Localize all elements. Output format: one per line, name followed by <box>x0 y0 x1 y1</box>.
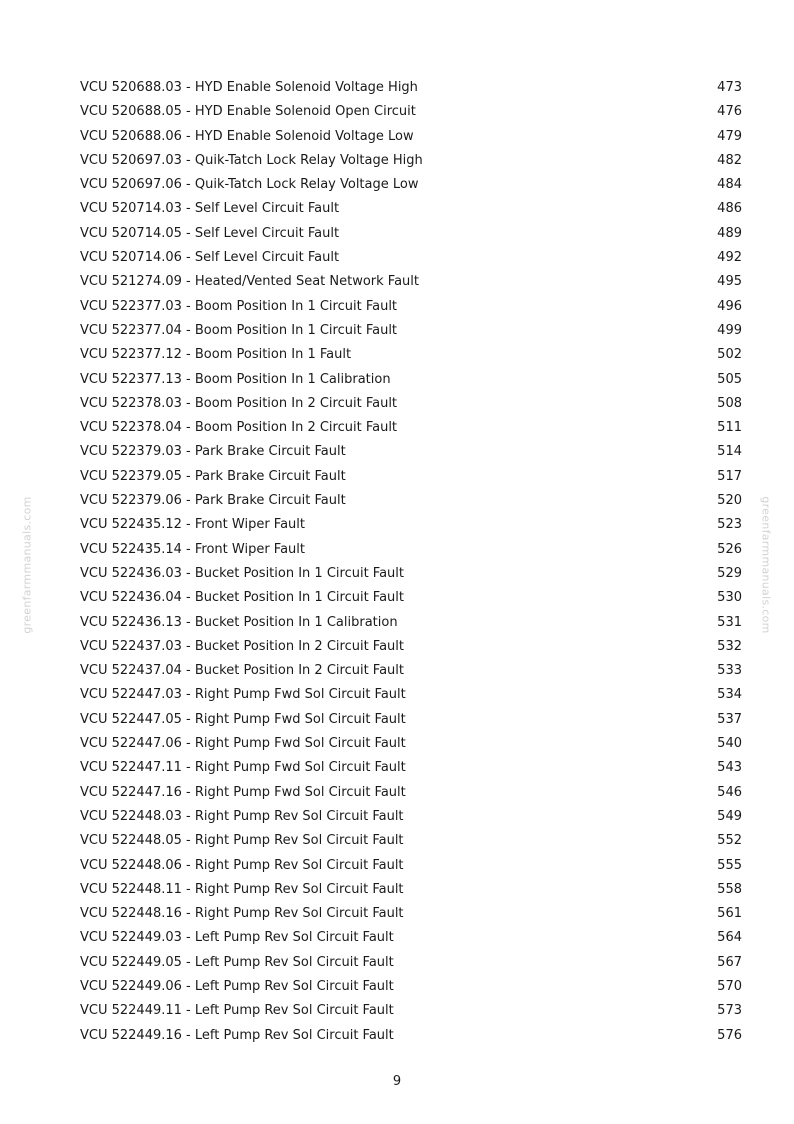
toc-entry[interactable] <box>80 586 742 610</box>
toc-entry-title: VCU 522448.05 - Right Pump Rev Sol Circuit Fault <box>80 833 404 849</box>
toc-entry-page: 484 <box>717 177 742 193</box>
toc-entry-page: 473 <box>717 80 742 95</box>
watermark-left: greenfarmmanuals.com <box>20 496 34 634</box>
toc-entry-title: VCU 522437.04 - Bucket Position In 2 Circuit Fault <box>80 663 405 679</box>
toc-entry-page: 476 <box>717 104 742 120</box>
toc-entry-page: 564 <box>717 930 742 946</box>
toc-entry-page: 496 <box>717 298 742 314</box>
toc-entry-page: 526 <box>717 541 742 557</box>
toc-entry-page: 523 <box>717 517 742 533</box>
toc-entry[interactable] <box>80 76 742 100</box>
toc-entry-title: VCU 522377.12 - Boom Position In 1 Fault <box>80 347 352 363</box>
toc-entry[interactable] <box>80 197 742 221</box>
toc-entry-page: 543 <box>717 760 742 776</box>
watermark-right: greenfarmmanuals.com <box>759 496 773 634</box>
toc-entry[interactable] <box>80 951 742 975</box>
toc-entry-page: 567 <box>717 954 742 970</box>
toc-entry-title: VCU 522377.03 - Boom Position In 1 Circuit Fault <box>80 298 398 314</box>
toc-entry-page: 479 <box>717 128 742 144</box>
toc-entry-page: 555 <box>717 857 742 873</box>
toc-entry-page: 511 <box>717 420 742 436</box>
toc-entry[interactable] <box>80 440 742 464</box>
toc-entry-title: VCU 522377.13 - Boom Position In 1 Calibration <box>80 371 391 387</box>
toc-entry-page: 489 <box>717 225 742 241</box>
toc-entry-title: VCU 522448.11 - Right Pump Rev Sol Circuit Fault <box>80 881 404 897</box>
toc-entry-page: 508 <box>717 395 742 411</box>
toc-entry[interactable] <box>80 270 742 294</box>
toc-entry-title: VCU 520688.03 - HYD Enable Solenoid Voltage High <box>80 80 418 95</box>
toc-entry[interactable] <box>80 465 742 489</box>
toc-entry-page: 520 <box>717 493 742 509</box>
toc-entry-title: VCU 522437.03 - Bucket Position In 2 Circuit Fault <box>80 638 405 654</box>
toc-entry-title: VCU 522447.11 - Right Pump Fwd Sol Circuit Fault <box>80 760 406 776</box>
toc-entry[interactable] <box>80 392 742 416</box>
toc-entry[interactable] <box>80 926 742 950</box>
toc-entry-title: VCU 522379.06 - Park Brake Circuit Fault <box>80 493 346 509</box>
toc-entry-title: VCU 522447.05 - Right Pump Fwd Sol Circuit Fault <box>80 711 406 727</box>
toc-entry[interactable] <box>80 100 742 124</box>
toc-entry[interactable] <box>80 562 742 586</box>
toc-entry-title: VCU 522436.04 - Bucket Position In 1 Circuit Fault <box>80 590 405 606</box>
toc-entry[interactable] <box>80 635 742 659</box>
toc-entry-page: 482 <box>717 152 742 168</box>
toc-entry[interactable] <box>80 999 742 1023</box>
toc-entry[interactable] <box>80 295 742 319</box>
toc-entry-page: 576 <box>717 1027 742 1043</box>
toc-entry[interactable] <box>80 173 742 197</box>
toc-entry-page: 517 <box>717 468 742 484</box>
toc-entry[interactable] <box>80 611 742 635</box>
toc-entry[interactable] <box>80 368 742 392</box>
toc-entry-title: VCU 522449.16 - Left Pump Rev Sol Circuit Fault <box>80 1027 394 1043</box>
toc-entry[interactable] <box>80 125 742 149</box>
toc-entry-page: 514 <box>717 444 742 460</box>
toc-entry[interactable] <box>80 149 742 173</box>
toc-entry-title: VCU 520714.05 - Self Level Circuit Fault <box>80 225 340 241</box>
toc-entry[interactable] <box>80 975 742 999</box>
toc-entry-page: 495 <box>717 274 742 290</box>
toc-entry[interactable] <box>80 683 742 707</box>
toc-entry-page: 492 <box>717 250 742 266</box>
toc-entry-page: 552 <box>717 833 742 849</box>
toc-entry-title: VCU 522449.03 - Left Pump Rev Sol Circuit Fault <box>80 930 394 946</box>
toc-entry[interactable] <box>80 659 742 683</box>
toc-entry-title: VCU 522377.04 - Boom Position In 1 Circuit Fault <box>80 322 398 338</box>
toc-entry-page: 561 <box>717 906 742 922</box>
toc-entry-page: 546 <box>717 784 742 800</box>
toc-entry-title: VCU 522436.13 - Bucket Position In 1 Calibration <box>80 614 398 630</box>
toc-entry[interactable] <box>80 805 742 829</box>
toc-entry-page: 530 <box>717 590 742 606</box>
toc-entry-title: VCU 522448.03 - Right Pump Rev Sol Circuit Fault <box>80 808 404 824</box>
toc-entry-title: VCU 522379.05 - Park Brake Circuit Fault <box>80 468 346 484</box>
toc-entry-page: 531 <box>717 614 742 630</box>
toc-entry-page: 486 <box>717 201 742 217</box>
toc-entry-page: 533 <box>717 663 742 679</box>
toc-entry-title: VCU 522449.11 - Left Pump Rev Sol Circuit Fault <box>80 1003 394 1019</box>
toc-entry[interactable] <box>80 222 742 246</box>
toc-entry[interactable] <box>80 878 742 902</box>
toc-entry-title: VCU 522378.04 - Boom Position In 2 Circuit Fault <box>80 420 398 436</box>
toc-entry-page: 534 <box>717 687 742 703</box>
toc-entry[interactable] <box>80 902 742 926</box>
table-of-contents <box>80 76 742 1048</box>
toc-entry[interactable] <box>80 708 742 732</box>
toc-entry[interactable] <box>80 538 742 562</box>
toc-entry-title: VCU 520688.05 - HYD Enable Solenoid Open Circuit <box>80 104 416 120</box>
toc-entry-page: 540 <box>717 736 742 752</box>
toc-entry-title: VCU 522378.03 - Boom Position In 2 Circuit Fault <box>80 395 398 411</box>
toc-entry[interactable] <box>80 854 742 878</box>
toc-entry[interactable] <box>80 1024 742 1048</box>
toc-entry[interactable] <box>80 829 742 853</box>
toc-entry-title: VCU 520688.06 - HYD Enable Solenoid Voltage Low <box>80 128 414 144</box>
toc-entry-title: VCU 522436.03 - Bucket Position In 1 Circuit Fault <box>80 565 405 581</box>
toc-entry-title: VCU 521274.09 - Heated/Vented Seat Network Fault <box>80 274 419 290</box>
toc-entry-page: 529 <box>717 565 742 581</box>
page-number: 9 <box>392 1074 402 1089</box>
toc-entry[interactable] <box>80 513 742 537</box>
toc-entry-page: 570 <box>717 978 742 994</box>
toc-entry-title: VCU 522379.03 - Park Brake Circuit Fault <box>80 444 346 460</box>
toc-entry[interactable] <box>80 343 742 367</box>
toc-entry-title: VCU 520697.03 - Quik-Tatch Lock Relay Voltage High <box>80 152 423 168</box>
toc-entry-page: 532 <box>717 638 742 654</box>
toc-entry-title: VCU 520697.06 - Quik-Tatch Lock Relay Voltage Low <box>80 177 419 193</box>
toc-entry[interactable] <box>80 416 742 440</box>
toc-entry[interactable] <box>80 781 742 805</box>
toc-entry-title: VCU 520714.06 - Self Level Circuit Fault <box>80 250 340 266</box>
toc-entry-title: VCU 522447.16 - Right Pump Fwd Sol Circuit Fault <box>80 784 406 800</box>
toc-entry-page: 499 <box>717 322 742 338</box>
toc-entry-page: 573 <box>717 1003 742 1019</box>
toc-entry-title: VCU 522449.06 - Left Pump Rev Sol Circuit Fault <box>80 978 394 994</box>
toc-entry-title: VCU 520714.03 - Self Level Circuit Fault <box>80 201 340 217</box>
toc-entry-title: VCU 522449.05 - Left Pump Rev Sol Circuit Fault <box>80 954 394 970</box>
toc-entry-page: 537 <box>717 711 742 727</box>
toc-entry-title: VCU 522447.06 - Right Pump Fwd Sol Circuit Fault <box>80 736 406 752</box>
toc-entry-page: 505 <box>717 371 742 387</box>
toc-entry[interactable] <box>80 319 742 343</box>
toc-entry[interactable] <box>80 756 742 780</box>
toc-entry-title: VCU 522447.03 - Right Pump Fwd Sol Circuit Fault <box>80 687 406 703</box>
toc-entry-title: VCU 522435.12 - Front Wiper Fault <box>80 517 305 533</box>
toc-entry[interactable] <box>80 489 742 513</box>
toc-entry[interactable] <box>80 246 742 270</box>
toc-entry-page: 502 <box>717 347 742 363</box>
toc-entry-title: VCU 522448.06 - Right Pump Rev Sol Circuit Fault <box>80 857 404 873</box>
toc-entry[interactable] <box>80 732 742 756</box>
toc-entry-page: 558 <box>717 881 742 897</box>
toc-entry-title: VCU 522435.14 - Front Wiper Fault <box>80 541 305 557</box>
toc-entry-page: 549 <box>717 808 742 824</box>
toc-entry-title: VCU 522448.16 - Right Pump Rev Sol Circuit Fault <box>80 906 404 922</box>
